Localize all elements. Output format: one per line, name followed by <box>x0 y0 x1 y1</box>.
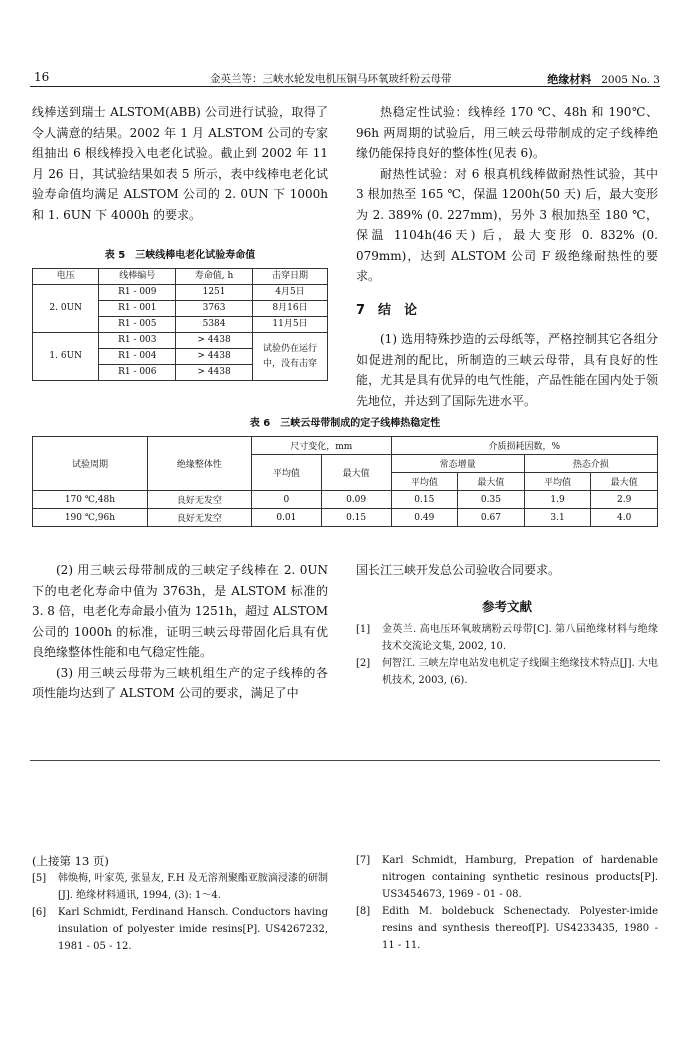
body-paragraph: (1) 选用特殊抄造的云母纸等，严格控制其它各组分如促进剂的配比，所制造的三峡云母带，具有良好的性能，尤其是具有优异的电气性能，产品性能在国内处于领先地位，并达到了国际先进水平。 <box>356 332 658 408</box>
table-cell: > 4438 <box>176 365 253 381</box>
table-cell: 0.15 <box>321 509 391 527</box>
table-header: 线棒编号 <box>99 269 176 285</box>
right-column-top <box>356 102 658 411</box>
table-cell: 1251 <box>176 285 253 301</box>
table-cell: 0.09 <box>321 491 391 509</box>
table-header: 寿命值, h <box>176 269 253 285</box>
table6-caption: 表 6 三峡云母带制成的定子线棒热稳定性 <box>249 418 441 429</box>
reference-item <box>356 655 658 689</box>
reference-number: [2] <box>356 658 371 669</box>
table-header: 击穿日期 <box>253 269 328 285</box>
table-cell: R1 - 006 <box>99 365 176 381</box>
table-cell: 良好无发空 <box>147 509 251 527</box>
reference-text: Edith M. boldebuck Schenectady. Polyester-imide resins and synthesis thereof[P]. US4233435, 1980 - 11 - 11. <box>382 906 658 951</box>
table-cell: R1 - 003 <box>99 333 176 349</box>
table-cell: 4.0 <box>591 509 658 527</box>
body-paragraph: (2) 用三峡云母带制成的三峡定子线棒在 2. 0UN 下的电老化寿命中值为 3763h，是 ALSTOM 标准的 3. 8 倍，电老化寿命最小值为 1251h，超过 ALSTOM 公司的 1000h 的标准，证明三峡云母带固化后具有优良绝缘整体性能和电气稳定性能。 <box>32 563 328 659</box>
table-cell: R1 - 009 <box>99 285 176 301</box>
reference-text: 韩焕梅, 叶家英, 张显友, F.H 及无溶剂聚酯亚胺滴浸漆的研制[J]. 绝缘材料通讯, 1994, (3): 1～4. <box>58 873 328 901</box>
table-cell: > 4438 <box>176 333 253 349</box>
body-paragraph: 耐热性试验：对 6 根真机线棒做耐热性试验，其中 3 根加热至 165 ℃，保温 1200h(50 天) 后，最大变形为 2. 389% (0. 227mm)，另外 3 根加热至 180 ℃，保温 1104h(46天) 后，最大变形 0. 832% (0. 079mm)，达到 ALSTOM 公司 F 级绝缘耐热性的要求。 <box>356 166 658 283</box>
reference-item <box>356 621 658 655</box>
reference-text: 金英兰. 高电压环氧玻璃粉云母带[C]. 第八届绝缘材料与绝缘技术交流论文集, 2002, 10. <box>382 624 658 652</box>
page-number: 16 <box>34 70 50 84</box>
reference-text: 何智江. 三峡左岸电站发电机定子线圈主绝缘技术特点[J]. 大电机技术, 2003, (6). <box>382 658 658 686</box>
table-header: 常态增量 <box>391 455 524 473</box>
table-cell: 0.67 <box>458 509 525 527</box>
table-cell: 11月5日 <box>253 317 328 333</box>
table-row <box>33 509 658 527</box>
section-heading: 7 结 论 <box>356 302 418 318</box>
body-paragraph: (3) 用三峡云母带为三峡机组生产的定子线棒的各项性能均达到了 ALSTOM 公司的要求，满足了中 <box>32 665 328 700</box>
reference-item <box>356 852 658 903</box>
table-cell: 170 ℃,48h <box>33 491 148 509</box>
note-cell: 试验仍在运行中，没有击穿 <box>253 333 328 381</box>
right-column-bottom <box>356 560 658 689</box>
table-header: 平均值 <box>524 473 591 491</box>
body-paragraph: 线棒送到瑞士 ALSTOM(ABB) 公司进行试验，取得了令人满意的结果。2002 年 1 月 ALSTOM 公司的专家组抽出 6 根线棒投入电老化试验。截止到 2002 年 11 月 26 日，其试验结果如表 5 所示，表中线棒电老化试验寿命值均满足 ALSTOM 公司的 2. 0UN 下 1000h 和 1. 6UN 下 4000h 的要求。 <box>32 105 328 222</box>
table-header: 介质损耗因数，% <box>391 437 657 455</box>
voltage-cell: 1. 6UN <box>33 333 99 381</box>
reference-text: Karl Schmidt, Ferdinand Hansch. Conductors having insulation of polyester imide resins[P]. US4267232, 1981 - 05 - 12. <box>58 907 328 952</box>
table5 <box>32 268 328 381</box>
reference-number: [7] <box>356 855 371 866</box>
journal-name: 绝缘材料 <box>547 73 592 86</box>
reference-item <box>356 903 658 954</box>
table-row <box>33 491 658 509</box>
table-header: 最大值 <box>458 473 525 491</box>
table-cell: 8月16日 <box>253 301 328 317</box>
references-heading: 参考文献 <box>481 598 532 614</box>
section-divider <box>30 760 660 761</box>
table-cell: 3763 <box>176 301 253 317</box>
table6 <box>32 436 658 527</box>
page-header <box>30 70 660 87</box>
table-cell: 良好无发空 <box>147 491 251 509</box>
table-cell: R1 - 001 <box>99 301 176 317</box>
table-cell: 5384 <box>176 317 253 333</box>
table-cell: 3.1 <box>524 509 591 527</box>
table-header: 最大值 <box>321 455 391 491</box>
left-column-top <box>32 102 328 225</box>
table-cell: 0 <box>251 491 321 509</box>
table-cell: > 4438 <box>176 349 253 365</box>
table-cell: 0.49 <box>391 509 458 527</box>
table-cell: 0.35 <box>458 491 525 509</box>
reference-item <box>32 904 328 955</box>
table-cell: 0.01 <box>251 509 321 527</box>
issue-number: 2005 No. 3 <box>601 74 660 86</box>
continued-right <box>356 852 658 954</box>
reference-number: [1] <box>356 624 371 635</box>
table-header: 绝缘整体性 <box>147 437 251 491</box>
reference-number: [8] <box>356 906 371 917</box>
reference-number: [6] <box>32 907 47 918</box>
reference-item <box>32 870 328 904</box>
table-cell: 2.9 <box>591 491 658 509</box>
running-title: 金英兰等：三峡水轮发电机压铜马环氧玻纤粉云母带 <box>210 73 452 85</box>
table-cell: R1 - 004 <box>99 349 176 365</box>
left-column-bottom <box>32 560 328 704</box>
table-cell: 4月5日 <box>253 285 328 301</box>
table-header: 电压 <box>33 269 99 285</box>
reference-number: [5] <box>32 873 47 884</box>
table-header: 平均值 <box>391 473 458 491</box>
table-header: 热态介损 <box>524 455 657 473</box>
table-header: 平均值 <box>251 455 321 491</box>
journal-info <box>547 71 660 87</box>
table-header: 试验周期 <box>33 437 148 491</box>
continued-label: (上接第 13 页) <box>32 854 109 868</box>
table-cell: R1 - 005 <box>99 317 176 333</box>
table-header: 尺寸变化，mm <box>251 437 391 455</box>
table5-caption: 表 5 三峡线棒电老化试验寿命值 <box>104 250 256 261</box>
voltage-cell: 2. 0UN <box>33 285 99 333</box>
table-cell: 0.15 <box>391 491 458 509</box>
table-cell: 1.9 <box>524 491 591 509</box>
continued-left <box>32 852 328 955</box>
reference-text: Karl Schmidt, Hamburg, Prepation of hardenable nitrogen containing synthetic resinous products[P]. US3454673, 1969 - 01 - 08. <box>382 855 658 900</box>
table-header: 最大值 <box>591 473 658 491</box>
table-cell: 190 ℃,96h <box>33 509 148 527</box>
body-paragraph: 国长江三峡开发总公司验收合同要求。 <box>356 563 561 577</box>
body-paragraph: 热稳定性试验：线棒经 170 ℃、48h 和 190℃、96h 两周期的试验后，用三峡云母带制成的定子线棒绝缘仍能保持良好的整体性(见表 6)。 <box>356 105 658 160</box>
